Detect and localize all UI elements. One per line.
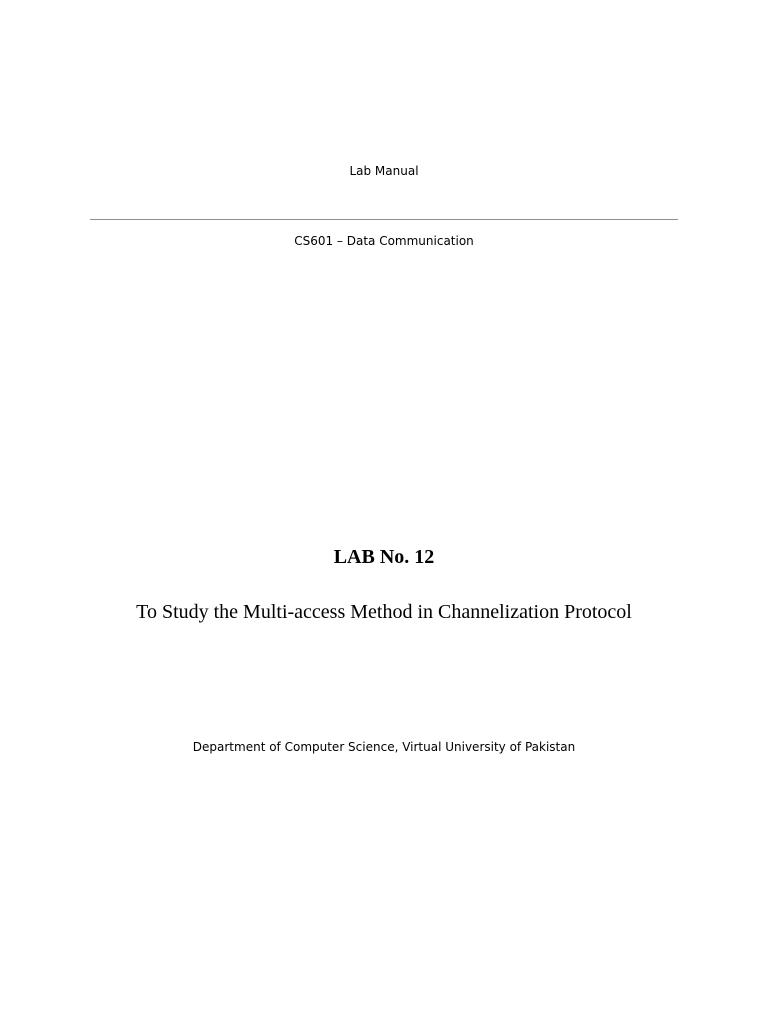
- lab-number-heading: LAB No. 12: [333, 546, 435, 568]
- document-type-label: Lab Manual: [349, 164, 419, 178]
- header-divider: [90, 219, 678, 220]
- course-title: CS601 – Data Communication: [294, 234, 474, 248]
- department-label: Department of Computer Science, Virtual University of Pakistan: [192, 740, 576, 754]
- lab-title-heading: To Study the Multi-access Method in Channelization Protocol: [136, 601, 632, 623]
